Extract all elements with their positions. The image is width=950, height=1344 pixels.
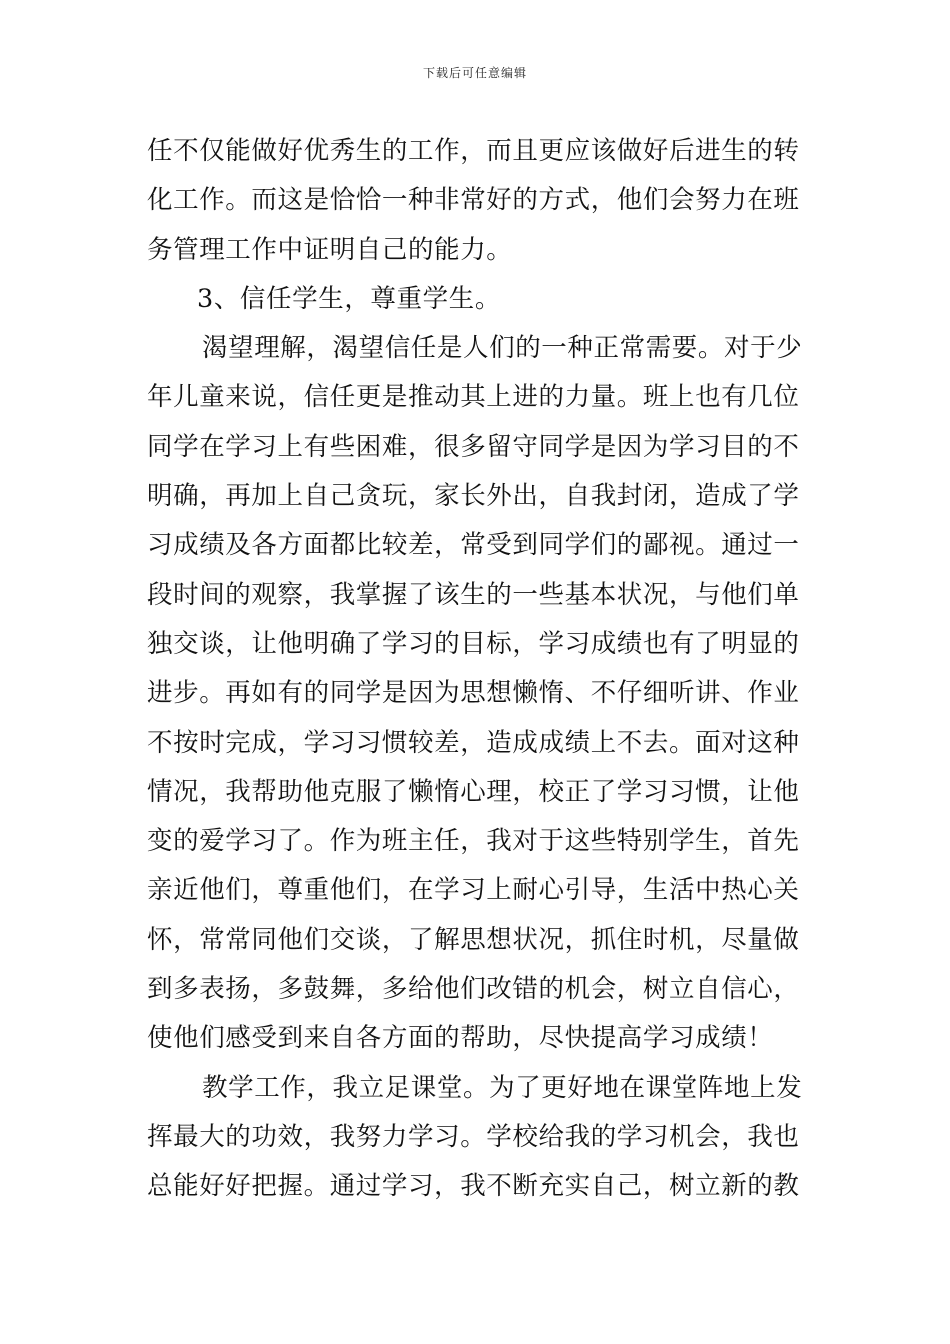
text-line: 化工作。而这是恰恰一种非常好的方式，他们会努力在班 <box>147 185 800 216</box>
text-line: 年儿童来说，信任更是推动其上进的力量。班上也有几位 <box>147 382 800 413</box>
text-line: 亲近他们，尊重他们，在学习上耐心引导，生活中热心关 <box>147 875 800 906</box>
text-line: 同学在学习上有些困难，很多留守同学是因为学习目的不 <box>147 431 800 462</box>
text-line: 明确，再加上自己贪玩，家长外出，自我封闭，造成了学 <box>147 481 800 512</box>
text-line: 使他们感受到来自各方面的帮助，尽快提高学习成绩！ <box>147 1023 774 1054</box>
text-line: 任不仅能做好优秀生的工作，而且更应该做好后进生的转 <box>147 136 800 166</box>
text-line: 教学工作，我立足课堂。为了更好地在课堂阵地上发 <box>202 1072 803 1103</box>
text-line: 总能好好把握。通过学习，我不断充实自己，树立新的教 <box>147 1171 800 1202</box>
page-header-note: 下载后可任意编辑 <box>422 66 527 80</box>
text-line: 不按时完成，学习习惯较差，造成成绩上不去。面对这种 <box>147 727 800 758</box>
text-line: 到多表扬，多鼓舞，多给他们改错的机会，树立自信心， <box>147 974 800 1005</box>
text-line: 怀，常常同他们交谈，了解思想状况，抓住时机，尽量做 <box>147 924 800 955</box>
text-line: 渴望理解，渴望信任是人们的一种正常需要。对于少 <box>202 333 803 364</box>
section-heading: 3、信任学生，尊重学生。 <box>197 283 501 314</box>
text-line: 段时间的观察，我掌握了该生的一些基本状况，与他们单 <box>147 579 800 610</box>
text-line: 务管理工作中证明自己的能力。 <box>147 234 513 265</box>
text-line: 习成绩及各方面都比较差，常受到同学们的鄙视。通过一 <box>147 530 800 561</box>
text-line: 进步。再如有的同学是因为思想懒惰、不仔细听讲、作业 <box>147 678 800 709</box>
text-line: 变的爱学习了。作为班主任，我对于这些特别学生，首先 <box>147 826 800 857</box>
text-line: 独交谈，让他明确了学习的目标，学习成绩也有了明显的 <box>147 628 800 659</box>
text-line: 挥最大的功效，我努力学习。学校给我的学习机会，我也 <box>147 1121 800 1152</box>
document-body <box>147 127 817 1212</box>
text-line: 情况，我帮助他克服了懒惰心理，校正了学习习惯，让他 <box>147 776 800 807</box>
